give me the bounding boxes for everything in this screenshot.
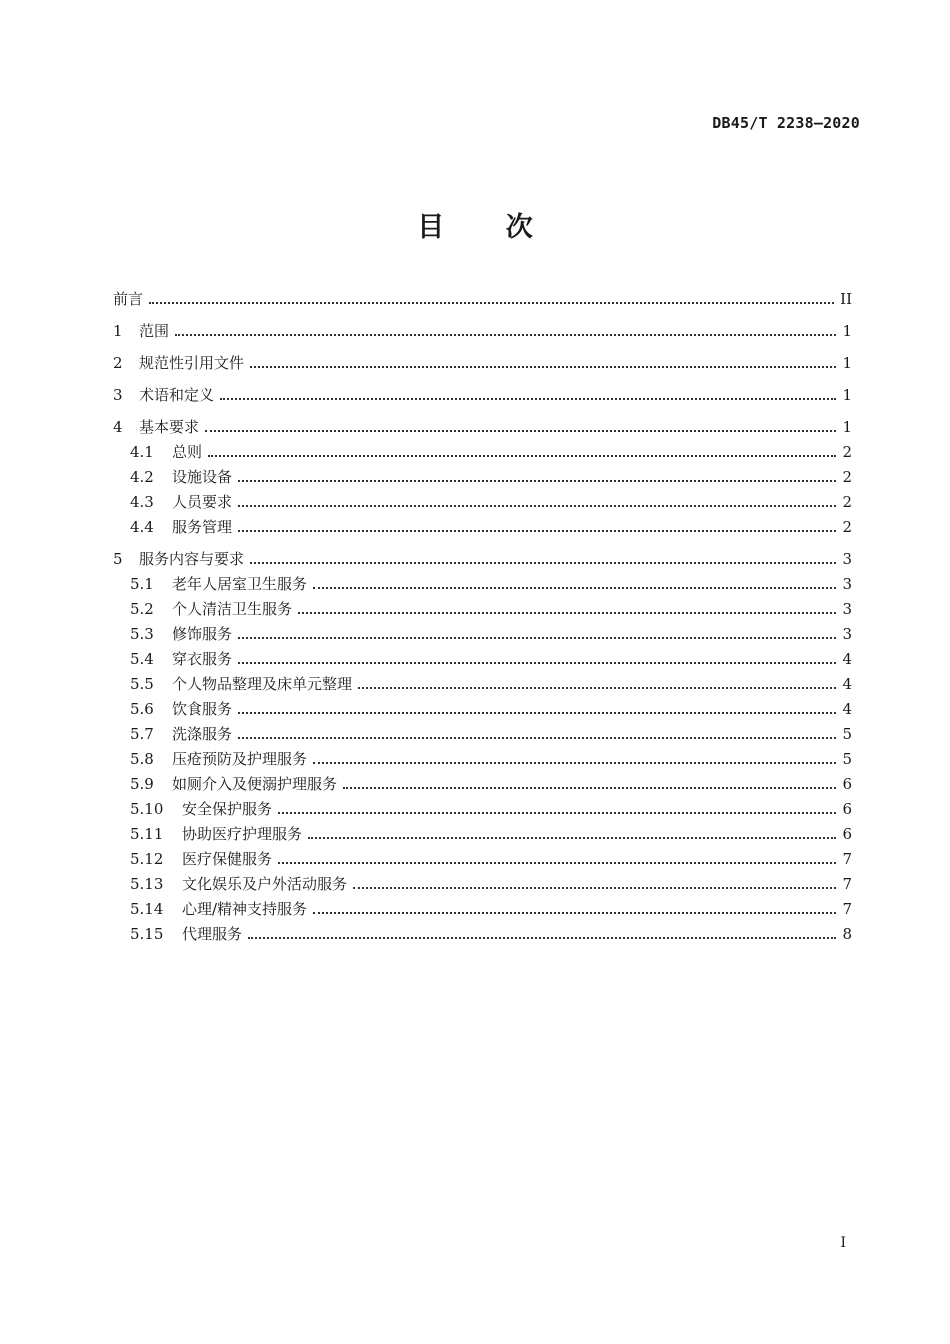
- toc-entry[interactable]: [113, 670, 852, 695]
- toc-dot-leader: [175, 333, 836, 336]
- toc-entry-number: 5.1: [130, 575, 154, 593]
- toc-entry-label: 协助医疗护理服务: [182, 825, 303, 843]
- toc-entry-page: 5: [842, 750, 852, 768]
- toc-entry-label: 饮食服务: [172, 700, 233, 718]
- toc-entry-number: 4.4: [130, 518, 154, 536]
- toc-dot-leader: [238, 711, 836, 714]
- toc-entry-label: 代理服务: [182, 925, 243, 943]
- toc-entry[interactable]: [113, 488, 852, 513]
- toc-entry[interactable]: [113, 695, 852, 720]
- toc-dot-leader: [238, 736, 836, 739]
- toc-dot-leader: [308, 836, 836, 839]
- toc-entry[interactable]: [113, 570, 852, 595]
- toc-entry-page: 2: [842, 443, 852, 461]
- toc-dot-leader: [238, 661, 836, 664]
- toc-entry-label: 服务内容与要求: [139, 550, 245, 568]
- toc-entry[interactable]: [113, 820, 852, 845]
- toc-entry-number: 4.3: [130, 493, 154, 511]
- toc-entry-page: 4: [842, 700, 852, 718]
- toc-dot-leader: [278, 861, 836, 864]
- toc-entry-number: 4.1: [130, 443, 154, 461]
- toc-dot-leader: [358, 686, 836, 689]
- toc-entry-label: 范围: [139, 322, 170, 340]
- toc-entry-page: II: [840, 290, 852, 308]
- toc-entry-page: 2: [842, 468, 852, 486]
- toc-entry-page: 7: [842, 875, 852, 893]
- toc-entry[interactable]: [113, 317, 852, 342]
- toc-entry-label: 洗涤服务: [172, 725, 233, 743]
- toc-entry-label: 前言: [113, 290, 144, 308]
- toc-entry-label: 个人清洁卫生服务: [172, 600, 293, 618]
- toc-entry-number: 4: [113, 418, 123, 436]
- toc-dot-leader: [313, 911, 836, 914]
- toc-entry-number: 5.2: [130, 600, 154, 618]
- toc-entry-number: 5.10: [130, 800, 164, 818]
- toc-dot-leader: [278, 811, 836, 814]
- toc-entry[interactable]: [113, 720, 852, 745]
- table-of-contents: [113, 285, 852, 945]
- toc-dot-leader: [238, 636, 836, 639]
- toc-dot-leader: [313, 586, 836, 589]
- toc-entry[interactable]: [113, 285, 852, 310]
- page-number: I: [840, 1235, 846, 1251]
- toc-entry-page: 1: [842, 354, 852, 372]
- toc-dot-leader: [313, 761, 836, 764]
- toc-entry-label: 设施设备: [172, 468, 233, 486]
- toc-entry-number: 5.7: [130, 725, 154, 743]
- toc-entry-label: 安全保护服务: [182, 800, 273, 818]
- toc-entry-number: 5.4: [130, 650, 154, 668]
- toc-entry-page: 1: [842, 386, 852, 404]
- toc-entry[interactable]: [113, 545, 852, 570]
- toc-dot-leader: [343, 786, 836, 789]
- toc-entry-page: 6: [842, 800, 852, 818]
- toc-entry[interactable]: [113, 413, 852, 438]
- toc-entry[interactable]: [113, 463, 852, 488]
- toc-entry-label: 心理/精神支持服务: [182, 900, 308, 918]
- toc-entry-label: 总则: [172, 443, 203, 461]
- toc-entry-page: 7: [842, 850, 852, 868]
- toc-entry-label: 服务管理: [172, 518, 233, 536]
- toc-entry[interactable]: [113, 381, 852, 406]
- toc-entry-number: 5.6: [130, 700, 154, 718]
- toc-entry-label: 穿衣服务: [172, 650, 233, 668]
- toc-entry-number: 5.5: [130, 675, 154, 693]
- toc-entry-page: 6: [842, 775, 852, 793]
- toc-dot-leader: [205, 429, 836, 432]
- toc-entry-label: 个人物品整理及床单元整理: [172, 675, 353, 693]
- toc-entry[interactable]: [113, 845, 852, 870]
- toc-entry-number: 5.8: [130, 750, 154, 768]
- toc-entry[interactable]: [113, 795, 852, 820]
- toc-entry-label: 如厕介入及便溺护理服务: [172, 775, 338, 793]
- toc-entry[interactable]: [113, 770, 852, 795]
- toc-entry-number: 1: [113, 322, 123, 340]
- toc-entry-page: 5: [842, 725, 852, 743]
- toc-entry-page: 3: [842, 600, 852, 618]
- toc-entry-label: 术语和定义: [139, 386, 215, 404]
- document-code: DB45/T 2238—2020: [712, 114, 860, 132]
- toc-entry-page: 1: [842, 322, 852, 340]
- toc-entry[interactable]: [113, 920, 852, 945]
- toc-dot-leader: [353, 886, 836, 889]
- toc-entry-number: 5.13: [130, 875, 164, 893]
- toc-entry-page: 3: [842, 550, 852, 568]
- toc-entry-label: 老年人居室卫生服务: [172, 575, 308, 593]
- toc-entry-page: 2: [842, 493, 852, 511]
- toc-entry-label: 文化娱乐及户外活动服务: [182, 875, 348, 893]
- toc-entry-number: 2: [113, 354, 123, 372]
- toc-entry[interactable]: [113, 595, 852, 620]
- toc-dot-leader: [220, 397, 836, 400]
- toc-entry[interactable]: [113, 438, 852, 463]
- toc-entry-label: 基本要求: [139, 418, 200, 436]
- page-title: 目 次: [417, 212, 559, 243]
- toc-entry-number: 5.9: [130, 775, 154, 793]
- toc-entry-label: 修饰服务: [172, 625, 233, 643]
- toc-entry-number: 4.2: [130, 468, 154, 486]
- toc-entry-number: 5.11: [130, 825, 164, 843]
- toc-entry-page: 4: [842, 650, 852, 668]
- toc-dot-leader: [208, 454, 836, 457]
- toc-entry-page: 1: [842, 418, 852, 436]
- toc-entry-number: 5: [113, 550, 123, 568]
- toc-entry-label: 规范性引用文件: [139, 354, 245, 372]
- toc-dot-leader: [238, 504, 836, 507]
- toc-dot-leader: [250, 365, 836, 368]
- toc-entry[interactable]: [113, 349, 852, 374]
- toc-dot-leader: [238, 529, 836, 532]
- toc-entry[interactable]: [113, 895, 852, 920]
- toc-dot-leader: [250, 561, 836, 564]
- toc-entry[interactable]: [113, 620, 852, 645]
- toc-dot-leader: [248, 936, 836, 939]
- toc-dot-leader: [298, 611, 836, 614]
- toc-entry-number: 5.15: [130, 925, 164, 943]
- toc-entry-number: 5.3: [130, 625, 154, 643]
- toc-entry-label: 压疮预防及护理服务: [172, 750, 308, 768]
- toc-entry-number: 5.12: [130, 850, 164, 868]
- toc-entry[interactable]: [113, 745, 852, 770]
- toc-entry[interactable]: [113, 645, 852, 670]
- toc-entry-page: 2: [842, 518, 852, 536]
- toc-entry[interactable]: [113, 870, 852, 895]
- toc-entry-page: 3: [842, 575, 852, 593]
- toc-entry-number: 5.14: [130, 900, 164, 918]
- toc-entry-label: 医疗保健服务: [182, 850, 273, 868]
- toc-entry-label: 人员要求: [172, 493, 233, 511]
- toc-entry-page: 4: [842, 675, 852, 693]
- toc-entry[interactable]: [113, 513, 852, 538]
- toc-dot-leader: [149, 301, 834, 304]
- toc-dot-leader: [238, 479, 836, 482]
- toc-entry-page: 8: [842, 925, 852, 943]
- toc-entry-number: 3: [113, 386, 123, 404]
- toc-entry-page: 6: [842, 825, 852, 843]
- toc-entry-page: 7: [842, 900, 852, 918]
- toc-entry-page: 3: [842, 625, 852, 643]
